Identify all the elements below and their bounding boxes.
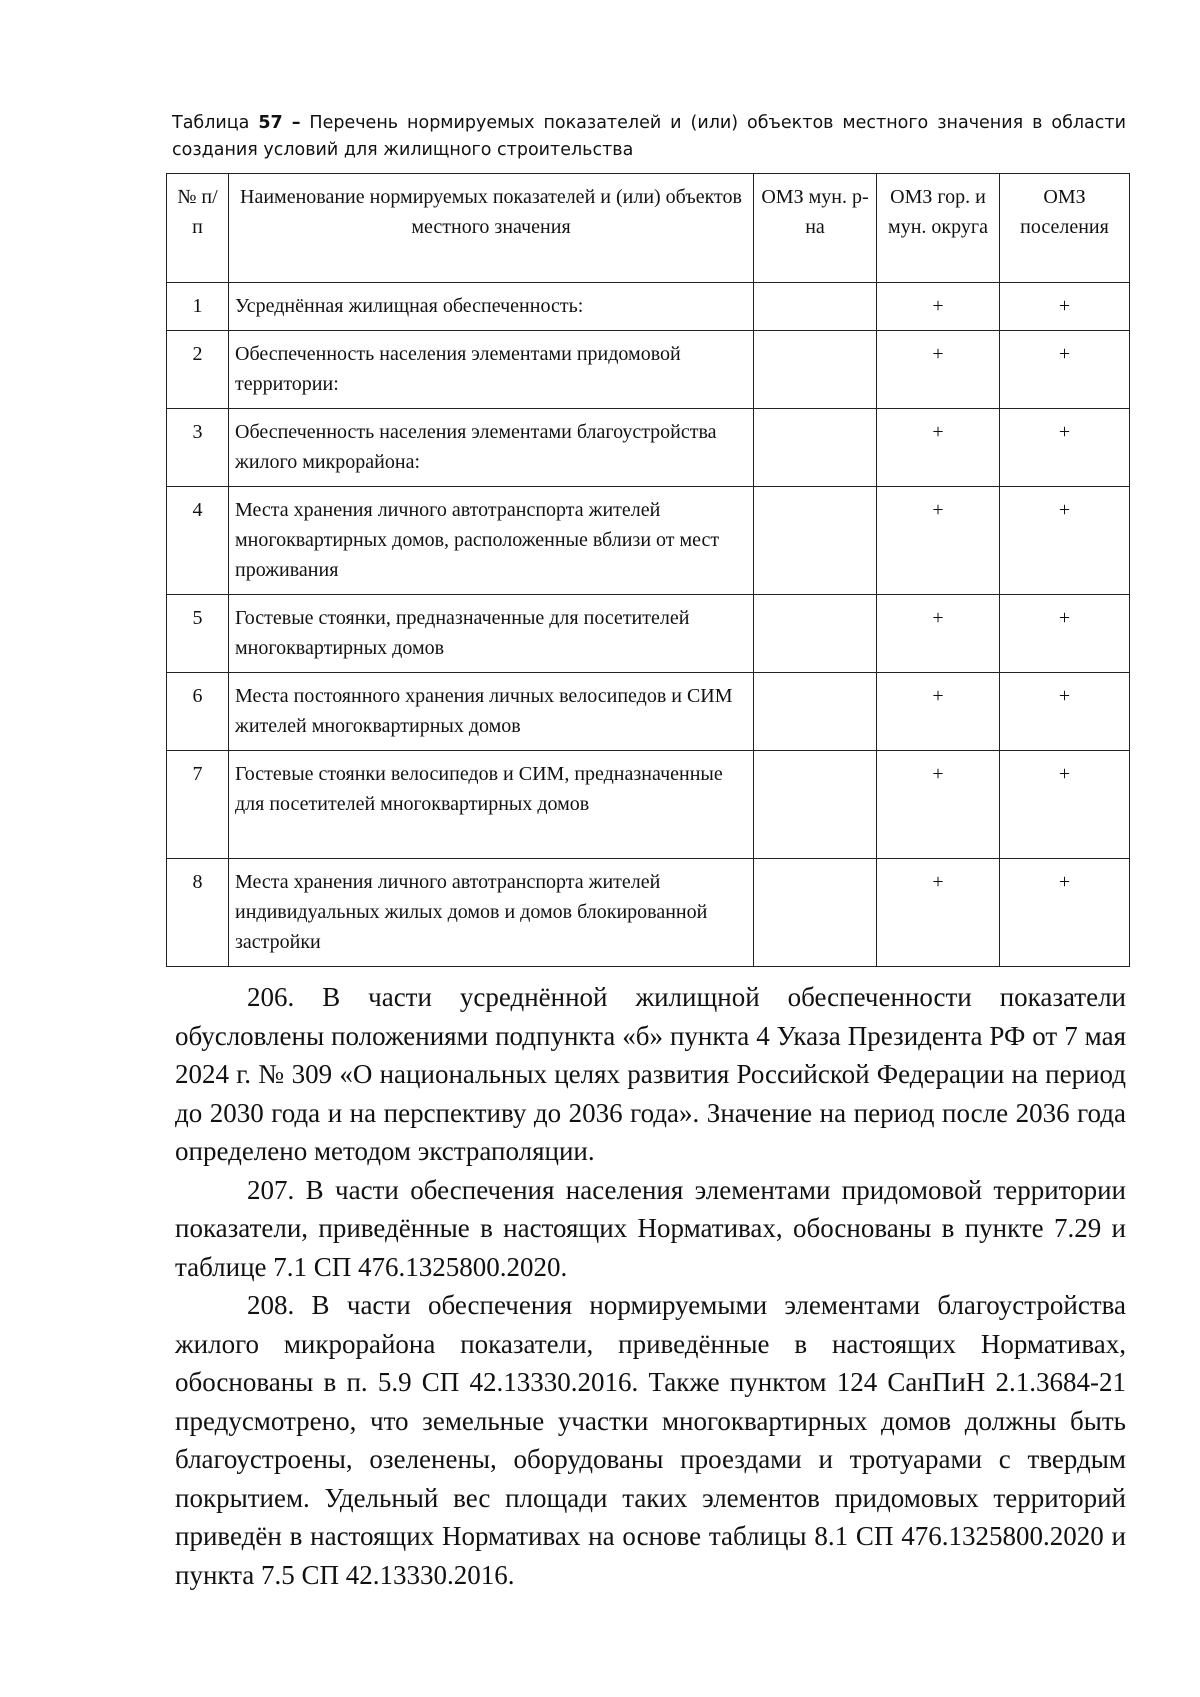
caption-dash: –	[291, 113, 301, 133]
row-mark-mun-rayon	[754, 859, 877, 967]
table-row	[167, 283, 1130, 331]
row-mark-poseleniya: +	[1000, 673, 1130, 751]
row-name: Обеспеченность населения элементами придомовой территории:	[229, 331, 754, 409]
row-mark-poseleniya: +	[1000, 331, 1130, 409]
row-name: Места постоянного хранения личных велосипедов и СИМ жителей многоквартирных домов	[229, 673, 754, 751]
caption-prefix: Таблица	[172, 113, 250, 133]
row-mark-mun-rayon	[754, 595, 877, 673]
header-num: № п/п	[167, 174, 229, 283]
row-mark-mun-rayon	[754, 751, 877, 859]
paragraph-208: 208. В части обеспечения нормируемыми элементами благоустройства жилого микрорайона показатели, приведённые в настоящих Нормативах, обоснованы в п. 5.9 СП 42.13330.2016. Также пунктом 124 СанПиН 2.1.3684-21 предусмотрено, что земельные участки многоквартирных домов должны быть благоустроены, озеленены, оборудованы проездами и тротуарами с твердым покрытием. Удельный вес площади таких элементов придомовых территорий приведён в настоящих Нормативах на основе таблицы 8.1 СП 476.1325800.2020 и пункта 7.5 СП 42.13330.2016.	[175, 1290, 1126, 1590]
row-name: Места хранения личного автотранспорта жителей многоквартирных домов, расположенные вблизи от мест проживания	[229, 487, 754, 595]
row-number: 3	[167, 409, 229, 487]
table-row	[167, 487, 1130, 595]
caption-text: Перечень нормируемых показателей и (или) объектов местного значения в области создания условий для жилищного строительства	[172, 113, 1126, 160]
row-mark-mun-rayon	[754, 283, 877, 331]
paragraph-207: 207. В части обеспечения населения элементами придомовой территории показатели, приведённые в настоящих Нормативах, обоснованы в пункте 7.29 и таблице 7.1 СП 476.1325800.2020.	[175, 1174, 1126, 1282]
table-row	[167, 859, 1130, 967]
row-mark-gor-okrug: +	[877, 859, 1000, 967]
row-mark-poseleniya: +	[1000, 487, 1130, 595]
row-mark-mun-rayon	[754, 409, 877, 487]
row-mark-poseleniya: +	[1000, 283, 1130, 331]
norms-table	[166, 173, 1130, 967]
row-name: Усреднённая жилищная обеспеченность:	[229, 283, 754, 331]
body-text	[175, 978, 1126, 1594]
table-row	[167, 331, 1130, 409]
row-number: 1	[167, 283, 229, 331]
row-number: 7	[167, 751, 229, 859]
row-name: Гостевые стоянки, предназначенные для посетителей многоквартирных домов	[229, 595, 754, 673]
row-mark-gor-okrug: +	[877, 283, 1000, 331]
row-mark-gor-okrug: +	[877, 673, 1000, 751]
caption-number: 57	[258, 113, 283, 133]
table-row	[167, 409, 1130, 487]
row-mark-poseleniya: +	[1000, 595, 1130, 673]
row-name: Обеспеченность населения элементами благоустройства жилого микрорайона:	[229, 409, 754, 487]
table-header-row	[167, 174, 1130, 283]
row-mark-gor-okrug: +	[877, 487, 1000, 595]
row-number: 2	[167, 331, 229, 409]
row-mark-poseleniya: +	[1000, 751, 1130, 859]
table-row	[167, 673, 1130, 751]
row-name: Гостевые стоянки велосипедов и СИМ, предназначенные для посетителей многоквартирных домов	[229, 751, 754, 859]
header-omz-poseleniya: ОМЗ поселения	[1000, 174, 1130, 283]
table-row	[167, 751, 1130, 859]
row-name: Места хранения личного автотранспорта жителей индивидуальных жилых домов и домов блокированной застройки	[229, 859, 754, 967]
header-omz-mun-rayon: ОМЗ мун. р-на	[754, 174, 877, 283]
header-omz-gor-okrug: ОМЗ гор. и мун. округа	[877, 174, 1000, 283]
row-mark-poseleniya: +	[1000, 859, 1130, 967]
row-number: 8	[167, 859, 229, 967]
row-number: 4	[167, 487, 229, 595]
header-name: Наименование нормируемых показателей и (или) объектов местного значения	[229, 174, 754, 283]
row-mark-gor-okrug: +	[877, 595, 1000, 673]
row-mark-gor-okrug: +	[877, 409, 1000, 487]
row-mark-gor-okrug: +	[877, 751, 1000, 859]
row-mark-mun-rayon	[754, 673, 877, 751]
table-caption	[172, 110, 1126, 164]
table-row	[167, 595, 1130, 673]
row-mark-poseleniya: +	[1000, 409, 1130, 487]
row-mark-mun-rayon	[754, 487, 877, 595]
row-number: 6	[167, 673, 229, 751]
paragraph-206: 206. В части усреднённой жилищной обеспеченности показатели обусловлены положениями подпункта «б» пункта 4 Указа Президента РФ от 7 мая 2024 г. № 309 «О национальных целях развития Российской Федерации на период до 2030 года и на перспективу до 2036 года». Значение на период после 2036 года определено методом экстраполяции.	[175, 982, 1126, 1166]
row-mark-mun-rayon	[754, 331, 877, 409]
row-mark-gor-okrug: +	[877, 331, 1000, 409]
row-number: 5	[167, 595, 229, 673]
